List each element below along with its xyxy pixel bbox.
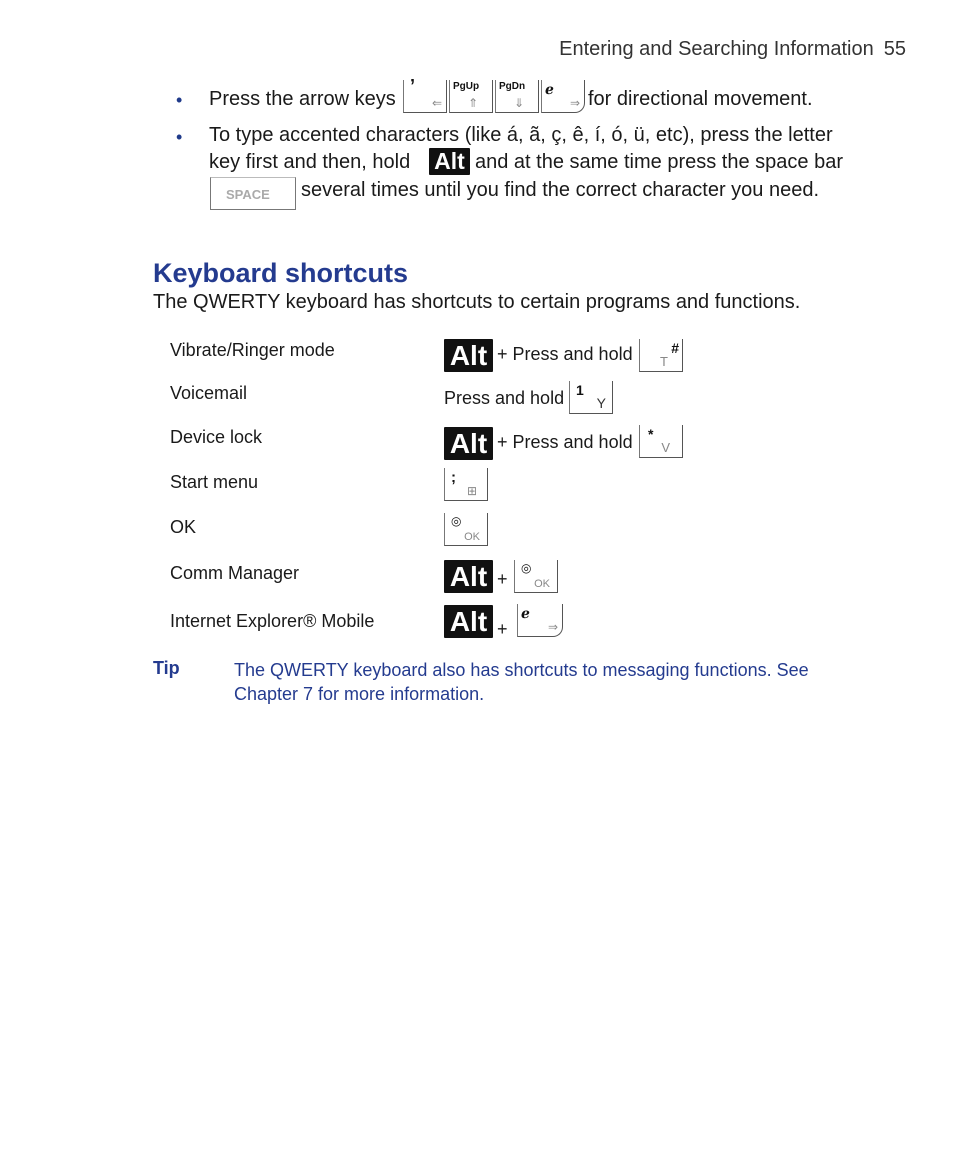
lock-icon: [661, 440, 670, 455]
internet-explorer-key: [541, 80, 585, 113]
shortcut-action-comm-manager: +: [497, 569, 508, 589]
vibrate-icon: [660, 354, 668, 369]
t-key-label: T: [660, 354, 668, 369]
space-key: [210, 177, 296, 210]
pgdn-key: [495, 80, 539, 113]
tip-text: The QWERTY keyboard also has shortcuts to messaging functions. See Chapter 7 for more information.: [234, 660, 809, 704]
star-key-label: *: [648, 426, 654, 442]
comm-manager-icon: ◎: [451, 514, 462, 528]
ok-key-label: OK: [534, 578, 550, 590]
arrow-left-icon: ⇐: [431, 96, 442, 110]
star-key: [639, 425, 683, 458]
shortcut-label-ok: OK: [170, 517, 197, 537]
alt-key: Alt: [444, 560, 493, 593]
page-number: 55: [883, 38, 906, 60]
arrow-right-icon: ⇒: [547, 620, 558, 634]
shortcut-label-internet-explorer: Internet Explorer® Mobile: [170, 611, 375, 631]
section-heading: Keyboard shortcuts: [153, 258, 409, 288]
alt-key: Alt: [444, 339, 493, 372]
internet-explorer-icon: ℯ: [545, 81, 554, 97]
arrow-right-icon: ⇒: [569, 96, 580, 110]
hash-key-label: #: [671, 340, 679, 356]
comm-manager-icon: ◎: [521, 561, 532, 575]
shortcut-label-start-menu: Start menu: [170, 472, 259, 492]
voicemail-icon: [597, 395, 606, 411]
ok-key: [444, 513, 488, 546]
y-key-label: Y: [596, 395, 606, 411]
arrow-up-icon: ⇑: [467, 96, 478, 110]
windows-start-icon: ⊞: [466, 484, 477, 498]
semicolon-key-label: ;: [451, 469, 456, 486]
section-intro: The QWERTY keyboard has shortcuts to certain programs and functions.: [153, 291, 801, 313]
semicolon-key: [444, 468, 488, 501]
bullet-2-line-2-before: key first and then, hold: [209, 151, 411, 173]
arrow-down-icon: ⇓: [513, 96, 524, 110]
v-key-label: V: [661, 440, 670, 455]
alt-key: Alt: [444, 427, 493, 460]
tip-label: Tip: [153, 658, 180, 678]
shortcut-label-device-lock: Device lock: [170, 427, 263, 447]
alt-key: Alt: [444, 605, 493, 638]
space-key-label: SPACE: [226, 187, 270, 202]
comma-key-label: ’: [410, 76, 416, 96]
shortcut-action-internet-explorer: +: [497, 619, 508, 639]
shortcut-label-vibrate: Vibrate/Ringer mode: [170, 340, 335, 360]
shortcut-label-voicemail: Voicemail: [170, 383, 248, 403]
bullet-2-line-2-after: and at the same time press the space bar: [475, 151, 843, 173]
comma-key: [403, 76, 447, 113]
alt-key: Alt: [429, 148, 470, 175]
hash-key: [639, 339, 683, 372]
bullet-marker: •: [176, 127, 183, 147]
one-key: [569, 381, 613, 414]
pgup-key: [449, 80, 493, 113]
bullet-2-line-3: several times until you find the correct character you need.: [301, 179, 820, 201]
shortcut-label-comm-manager: Comm Manager: [170, 563, 300, 583]
header-title: Entering and Searching Information: [559, 38, 874, 60]
bullet-2-line-1: To type accented characters (like á, ã, ç, ê, í, ó, ü, etc), press the letter: [209, 124, 833, 146]
running-header: [559, 38, 906, 61]
ok-key-label: OK: [464, 531, 480, 543]
shortcut-action-device-lock: + Press and hold: [497, 432, 633, 452]
pgup-key-label: PgUp: [453, 81, 480, 92]
bullet-1-before: Press the arrow keys: [209, 88, 396, 110]
shortcut-action-voicemail: Press and hold: [444, 388, 565, 408]
bullet-1-after: for directional movement.: [588, 88, 813, 110]
shortcut-action-vibrate: + Press and hold: [497, 344, 633, 364]
internet-explorer-key: [517, 604, 563, 637]
pgdn-key-label: PgDn: [499, 81, 526, 92]
ok-key: [514, 560, 558, 593]
internet-explorer-icon: ℯ: [521, 605, 530, 621]
bullet-marker: •: [176, 90, 183, 110]
one-key-label: 1: [576, 382, 584, 398]
